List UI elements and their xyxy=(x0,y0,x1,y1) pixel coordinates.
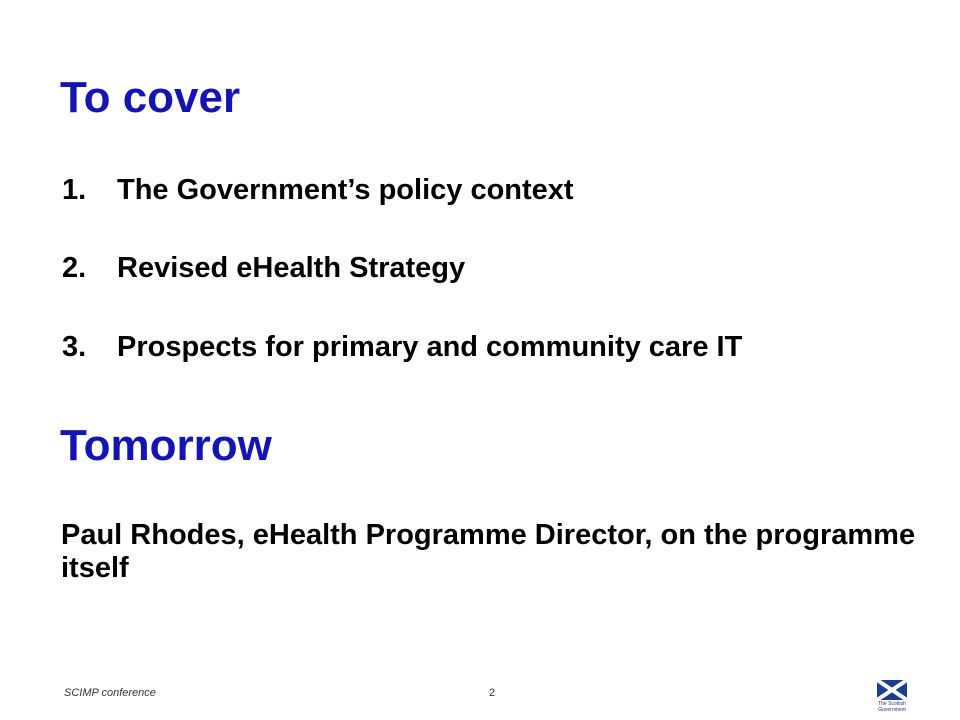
scottish-government-logo xyxy=(872,680,912,716)
agenda-item-text: Revised eHealth Strategy xyxy=(117,252,466,284)
agenda-item-number: 3. xyxy=(62,331,87,363)
agenda-item-number: 2. xyxy=(62,252,87,284)
footer-conference-name: SCIMP conference xyxy=(64,687,156,699)
tomorrow-description: Paul Rhodes, eHealth Programme Director, on the programme itself xyxy=(61,519,916,584)
logo-text: The Scottish Government xyxy=(878,701,906,713)
page-number: 2 xyxy=(489,687,496,699)
slide-heading-to-cover: To cover xyxy=(60,73,241,122)
agenda-item-text: The Government’s policy context xyxy=(117,174,574,206)
saltire-icon xyxy=(872,680,912,700)
agenda-item-number: 1. xyxy=(62,174,87,206)
agenda-item-text: Prospects for primary and community care IT xyxy=(117,331,743,363)
slide-heading-tomorrow: Tomorrow xyxy=(60,421,272,470)
